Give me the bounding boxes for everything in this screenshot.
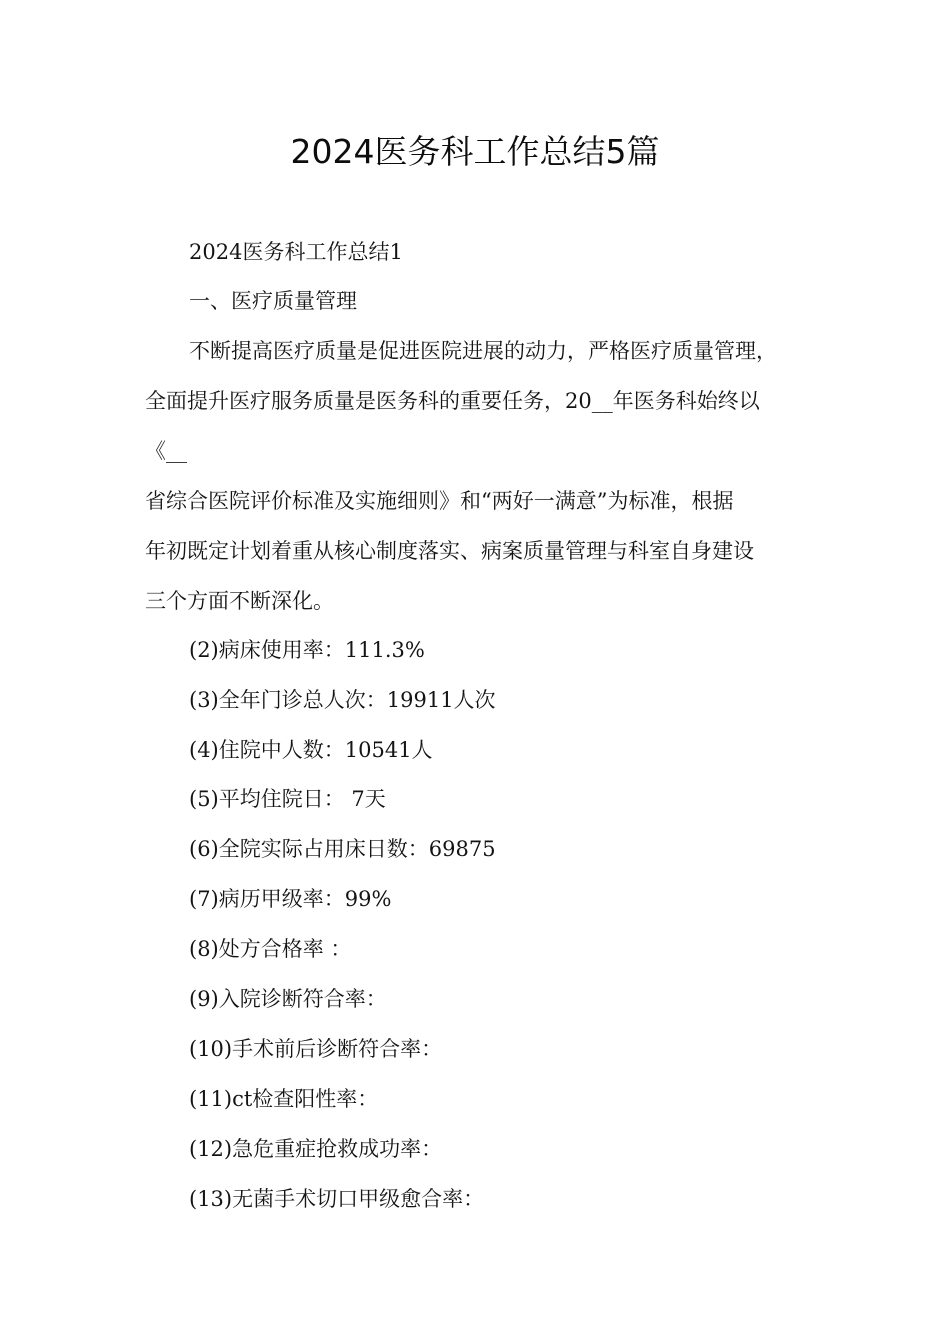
- paragraph-line: 年初既定计划着重从核心制度落实、病案质量管理与科室自身建设: [145, 539, 754, 563]
- stat-item-rescue-success: (12)急危重症抢救成功率：: [189, 1137, 443, 1161]
- stat-item-prescription-rate: (8)处方合格率 ：: [189, 937, 352, 961]
- stat-item-sterile-healing: (13)无菌手术切口甲级愈合率：: [189, 1187, 485, 1211]
- stat-item-surgery-diagnosis: (10)手术前后诊断符合率：: [189, 1037, 443, 1061]
- stat-item-outpatient-visits: (3)全年门诊总人次：19911人次: [189, 688, 496, 712]
- stat-item-average-stay: (5)平均住院日： 7天: [189, 787, 386, 811]
- heading-medical-quality: 一、医疗质量管理: [189, 289, 357, 313]
- section-title: 2024医务科工作总结1: [189, 240, 403, 264]
- paragraph-line: 三个方面不断深化。: [145, 589, 334, 613]
- stat-item-inpatients: (4)住院中人数：10541人: [189, 738, 433, 762]
- stat-item-admission-diagnosis: (9)入院诊断符合率：: [189, 987, 387, 1011]
- paragraph-line: 省综合医院评价标准及实施细则》和“两好一满意”为标准，根据: [145, 489, 734, 513]
- stat-item-record-grade: (7)病历甲级率：99%: [189, 887, 392, 911]
- stat-item-bed-days: (6)全院实际占用床日数：69875: [189, 837, 496, 861]
- stat-item-ct-positive: (11)ct检查阳性率：: [189, 1087, 379, 1111]
- paragraph-line: 全面提升医疗服务质量是医务科的重要任务，20__年医务科始终以: [145, 389, 760, 413]
- paragraph-line: 《__: [145, 439, 187, 463]
- stat-item-bed-usage: (2)病床使用率：111.3%: [189, 638, 425, 662]
- document-title: 2024医务科工作总结5篇: [290, 132, 660, 171]
- paragraph-line: 不断提高医疗质量是促进医院进展的动力，严格医疗质量管理，: [189, 339, 777, 363]
